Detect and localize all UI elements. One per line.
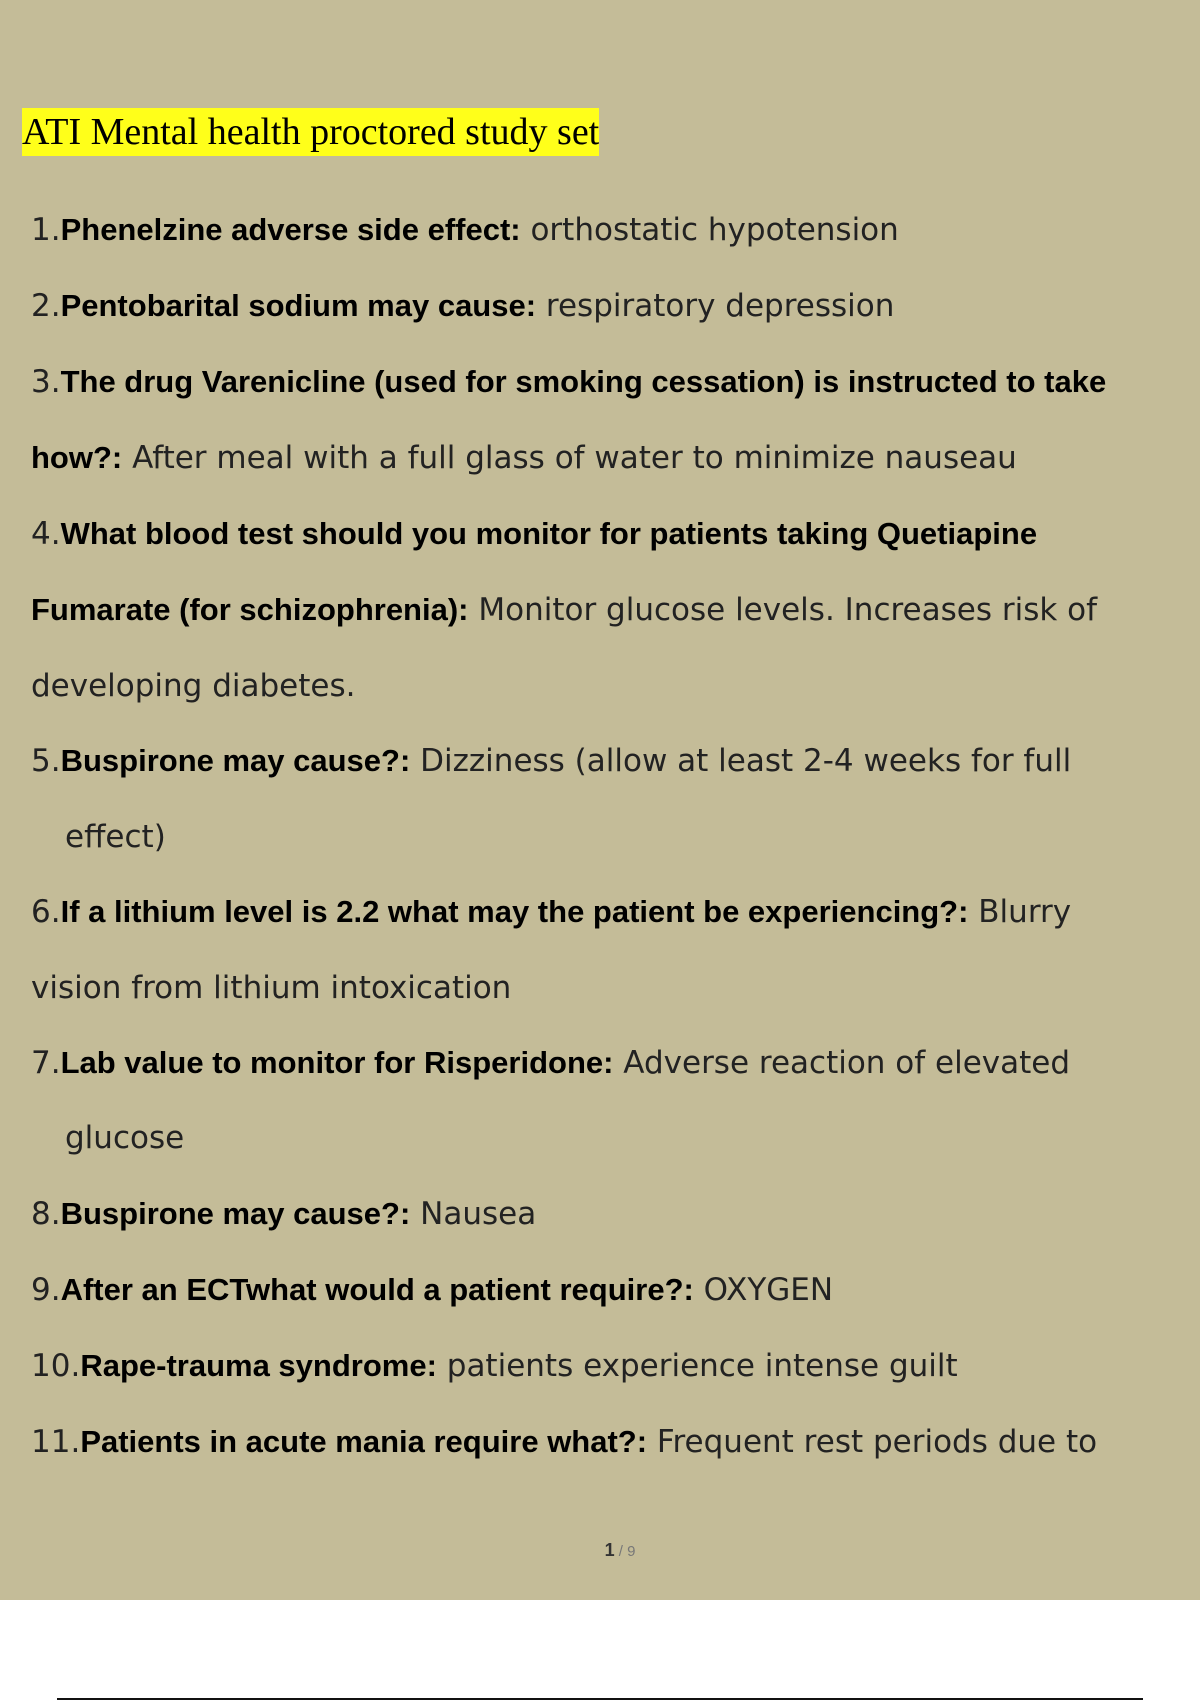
item-answer: Blurry — [968, 894, 1072, 930]
list-item-continuation — [31, 590, 1097, 630]
item-question: Buspirone may cause?: — [60, 743, 411, 778]
item-number: 6. — [31, 894, 61, 930]
item-number: 5. — [31, 743, 61, 779]
list-item — [31, 1194, 536, 1234]
item-number: 8. — [31, 1196, 61, 1232]
page-indicator — [0, 1540, 1200, 1561]
item-number: 11. — [31, 1424, 81, 1460]
list-item — [31, 1270, 833, 1310]
item-answer: glucose — [65, 1120, 185, 1156]
list-item-continuation — [65, 1118, 184, 1158]
list-item-continuation — [31, 438, 1017, 478]
item-number: 7. — [31, 1045, 61, 1081]
current-page: 1 — [604, 1540, 615, 1560]
list-item — [31, 1043, 1070, 1083]
list-item — [31, 1422, 1097, 1462]
item-number: 3. — [31, 364, 61, 400]
item-answer: OXYGEN — [693, 1272, 834, 1308]
item-number: 1. — [31, 212, 61, 248]
list-item — [31, 514, 1037, 554]
list-item — [31, 362, 1106, 402]
item-question: After an ECTwhat would a patient require?: — [60, 1272, 694, 1307]
item-answer: Adverse reaction of elevated — [613, 1045, 1071, 1081]
total-pages: 9 — [627, 1543, 636, 1560]
item-answer: Nausea — [410, 1196, 537, 1232]
item-answer: effect) — [65, 819, 166, 855]
list-item-continuation — [65, 817, 166, 857]
item-answer: developing diabetes. — [31, 668, 356, 704]
item-question: Buspirone may cause?: — [60, 1196, 411, 1231]
item-answer: Dizziness (allow at least 2-4 weeks for full — [410, 743, 1072, 779]
item-question: Pentobarital sodium may cause: — [60, 288, 537, 323]
item-answer: vision from lithium intoxication — [31, 970, 512, 1006]
item-answer: Monitor glucose levels. Increases risk of — [468, 592, 1098, 628]
list-item-continuation — [31, 968, 511, 1008]
list-item — [31, 892, 1071, 932]
item-answer: orthostatic hypotension — [520, 212, 899, 248]
item-question: The drug Varenicline (used for smoking cessation) is instructed to take — [60, 364, 1107, 399]
item-number: 10. — [31, 1348, 81, 1384]
list-item — [31, 286, 894, 326]
list-item — [31, 210, 899, 250]
list-item — [31, 741, 1071, 781]
item-answer: After meal with a full glass of water to minimize nauseau — [122, 440, 1017, 476]
item-question: Fumarate (for schizophrenia): — [31, 592, 469, 627]
item-question: Patients in acute mania require what?: — [80, 1424, 648, 1459]
item-answer: respiratory depression — [536, 288, 895, 324]
item-question: If a lithium level is 2.2 what may the patient be experiencing?: — [60, 894, 969, 929]
list-item-continuation — [31, 666, 356, 706]
item-question: Lab value to monitor for Risperidone: — [60, 1045, 614, 1080]
item-number: 9. — [31, 1272, 61, 1308]
item-number: 4. — [31, 516, 61, 552]
page-separator: / — [614, 1543, 628, 1560]
item-number: 2. — [31, 288, 61, 324]
list-item — [31, 1346, 958, 1386]
item-answer: Frequent rest periods due to — [647, 1424, 1098, 1460]
item-question: What blood test should you monitor for patients taking Quetiapine — [60, 516, 1038, 551]
document-title: ATI Mental health proctored study set — [22, 108, 599, 156]
item-question: how?: — [31, 440, 123, 475]
item-answer: patients experience intense guilt — [436, 1348, 958, 1384]
item-question: Rape-trauma syndrome: — [80, 1348, 437, 1383]
item-question: Phenelzine adverse side effect: — [60, 212, 521, 247]
